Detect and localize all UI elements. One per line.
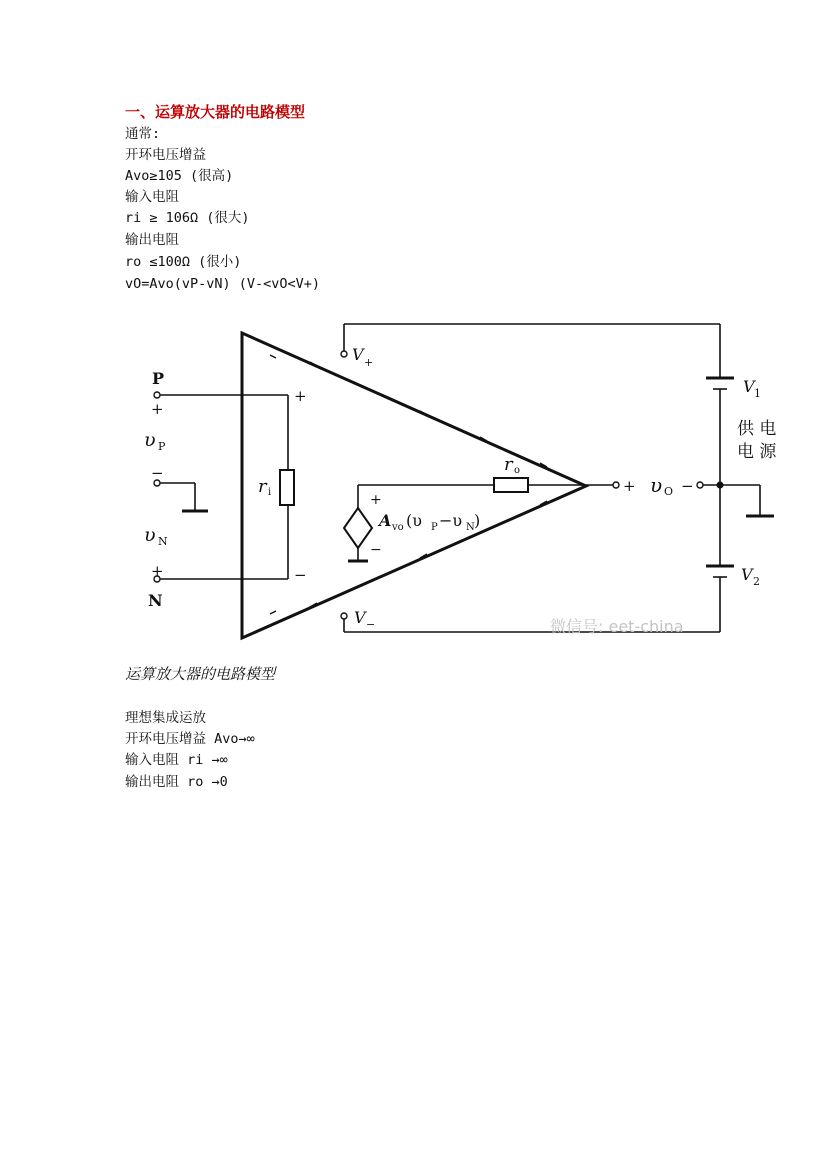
label-p-plus: + <box>151 400 164 418</box>
spec-line-8: vO=Avo(vP-vN) (V-<vO<V+) <box>125 276 321 292</box>
label-vo: υ <box>650 473 663 497</box>
label-avo-expr-p: P <box>431 522 438 533</box>
label-avo-sub: vo <box>392 522 404 533</box>
label-vplus-sub: + <box>364 356 374 369</box>
label-src-plus: + <box>370 492 382 508</box>
ri-resistor <box>280 470 294 505</box>
terminal-vminus <box>341 613 347 619</box>
spec-line-4: 输入电阻 <box>125 189 179 205</box>
ideal-line-4: 输出电阻 ro →0 <box>125 774 228 790</box>
label-v1: V <box>743 377 755 396</box>
label-vplus: V <box>352 345 364 364</box>
label-v1-sub: 1 <box>754 387 761 400</box>
spec-line-3: Avo≥105 (很高) <box>125 168 234 184</box>
ideal-line-3: 输入电阻 ri →∞ <box>125 752 228 768</box>
label-v2-sub: 2 <box>753 575 760 588</box>
label-vminus: V <box>354 608 366 627</box>
ideal-line-1: 理想集成运放 <box>125 710 206 726</box>
spec-line-7: ro ≤100Ω (很小) <box>125 254 242 270</box>
label-ri-minus: − <box>294 566 307 584</box>
watermark-text: 微信号: eet-china <box>550 617 684 636</box>
opamp-circuit-diagram <box>120 310 780 655</box>
label-supply-top: 供 电 <box>737 419 777 439</box>
label-mid-minus: − <box>151 464 164 482</box>
label-vp-sub: P <box>158 440 166 453</box>
terminal-p <box>154 392 160 398</box>
label-vminus-sub: − <box>366 618 376 631</box>
label-out-plus: + <box>623 477 636 495</box>
section-heading: 一、运算放大器的电路模型 <box>125 103 306 121</box>
label-avo-expr-n: N <box>466 522 475 533</box>
ro-resistor <box>494 478 528 492</box>
label-avo-expr-end: ) <box>474 511 481 530</box>
label-vp: υ <box>144 429 156 451</box>
terminal-vo <box>697 482 703 488</box>
terminal-vplus <box>341 351 347 357</box>
label-vn: υ <box>144 524 156 546</box>
label-avo: A <box>379 511 392 530</box>
terminal-out <box>613 482 619 488</box>
figure-caption: 运算放大器的电路模型 <box>125 665 276 683</box>
label-n-plus: + <box>151 562 164 580</box>
spec-line-1: 通常: <box>125 126 161 142</box>
ideal-line-2: 开环电压增益 Avo→∞ <box>125 731 255 747</box>
label-p: P <box>152 369 165 388</box>
label-src-minus: − <box>370 542 382 558</box>
label-ri-sub: i <box>268 487 272 498</box>
spec-line-2: 开环电压增益 <box>125 147 206 163</box>
label-v2: V <box>741 565 753 584</box>
spec-line-6: 输出电阻 <box>125 232 179 248</box>
junction-dot <box>717 482 724 489</box>
label-ri-plus: + <box>294 387 307 405</box>
label-ro-sub: o <box>514 465 521 476</box>
label-ro: r <box>504 454 513 475</box>
label-avo-expr-dash: −υ <box>439 511 463 530</box>
label-ri: r <box>258 476 267 497</box>
controlled-source <box>344 508 372 548</box>
label-out-minus: − <box>681 477 694 495</box>
label-avo-expr: (υ <box>406 511 422 530</box>
label-n: N <box>148 591 163 610</box>
label-vo-sub: O <box>664 485 674 498</box>
spec-line-5: ri ≥ 106Ω (很大) <box>125 210 250 226</box>
label-vn-sub: N <box>158 535 168 548</box>
label-supply-bottom: 电 源 <box>737 442 777 462</box>
